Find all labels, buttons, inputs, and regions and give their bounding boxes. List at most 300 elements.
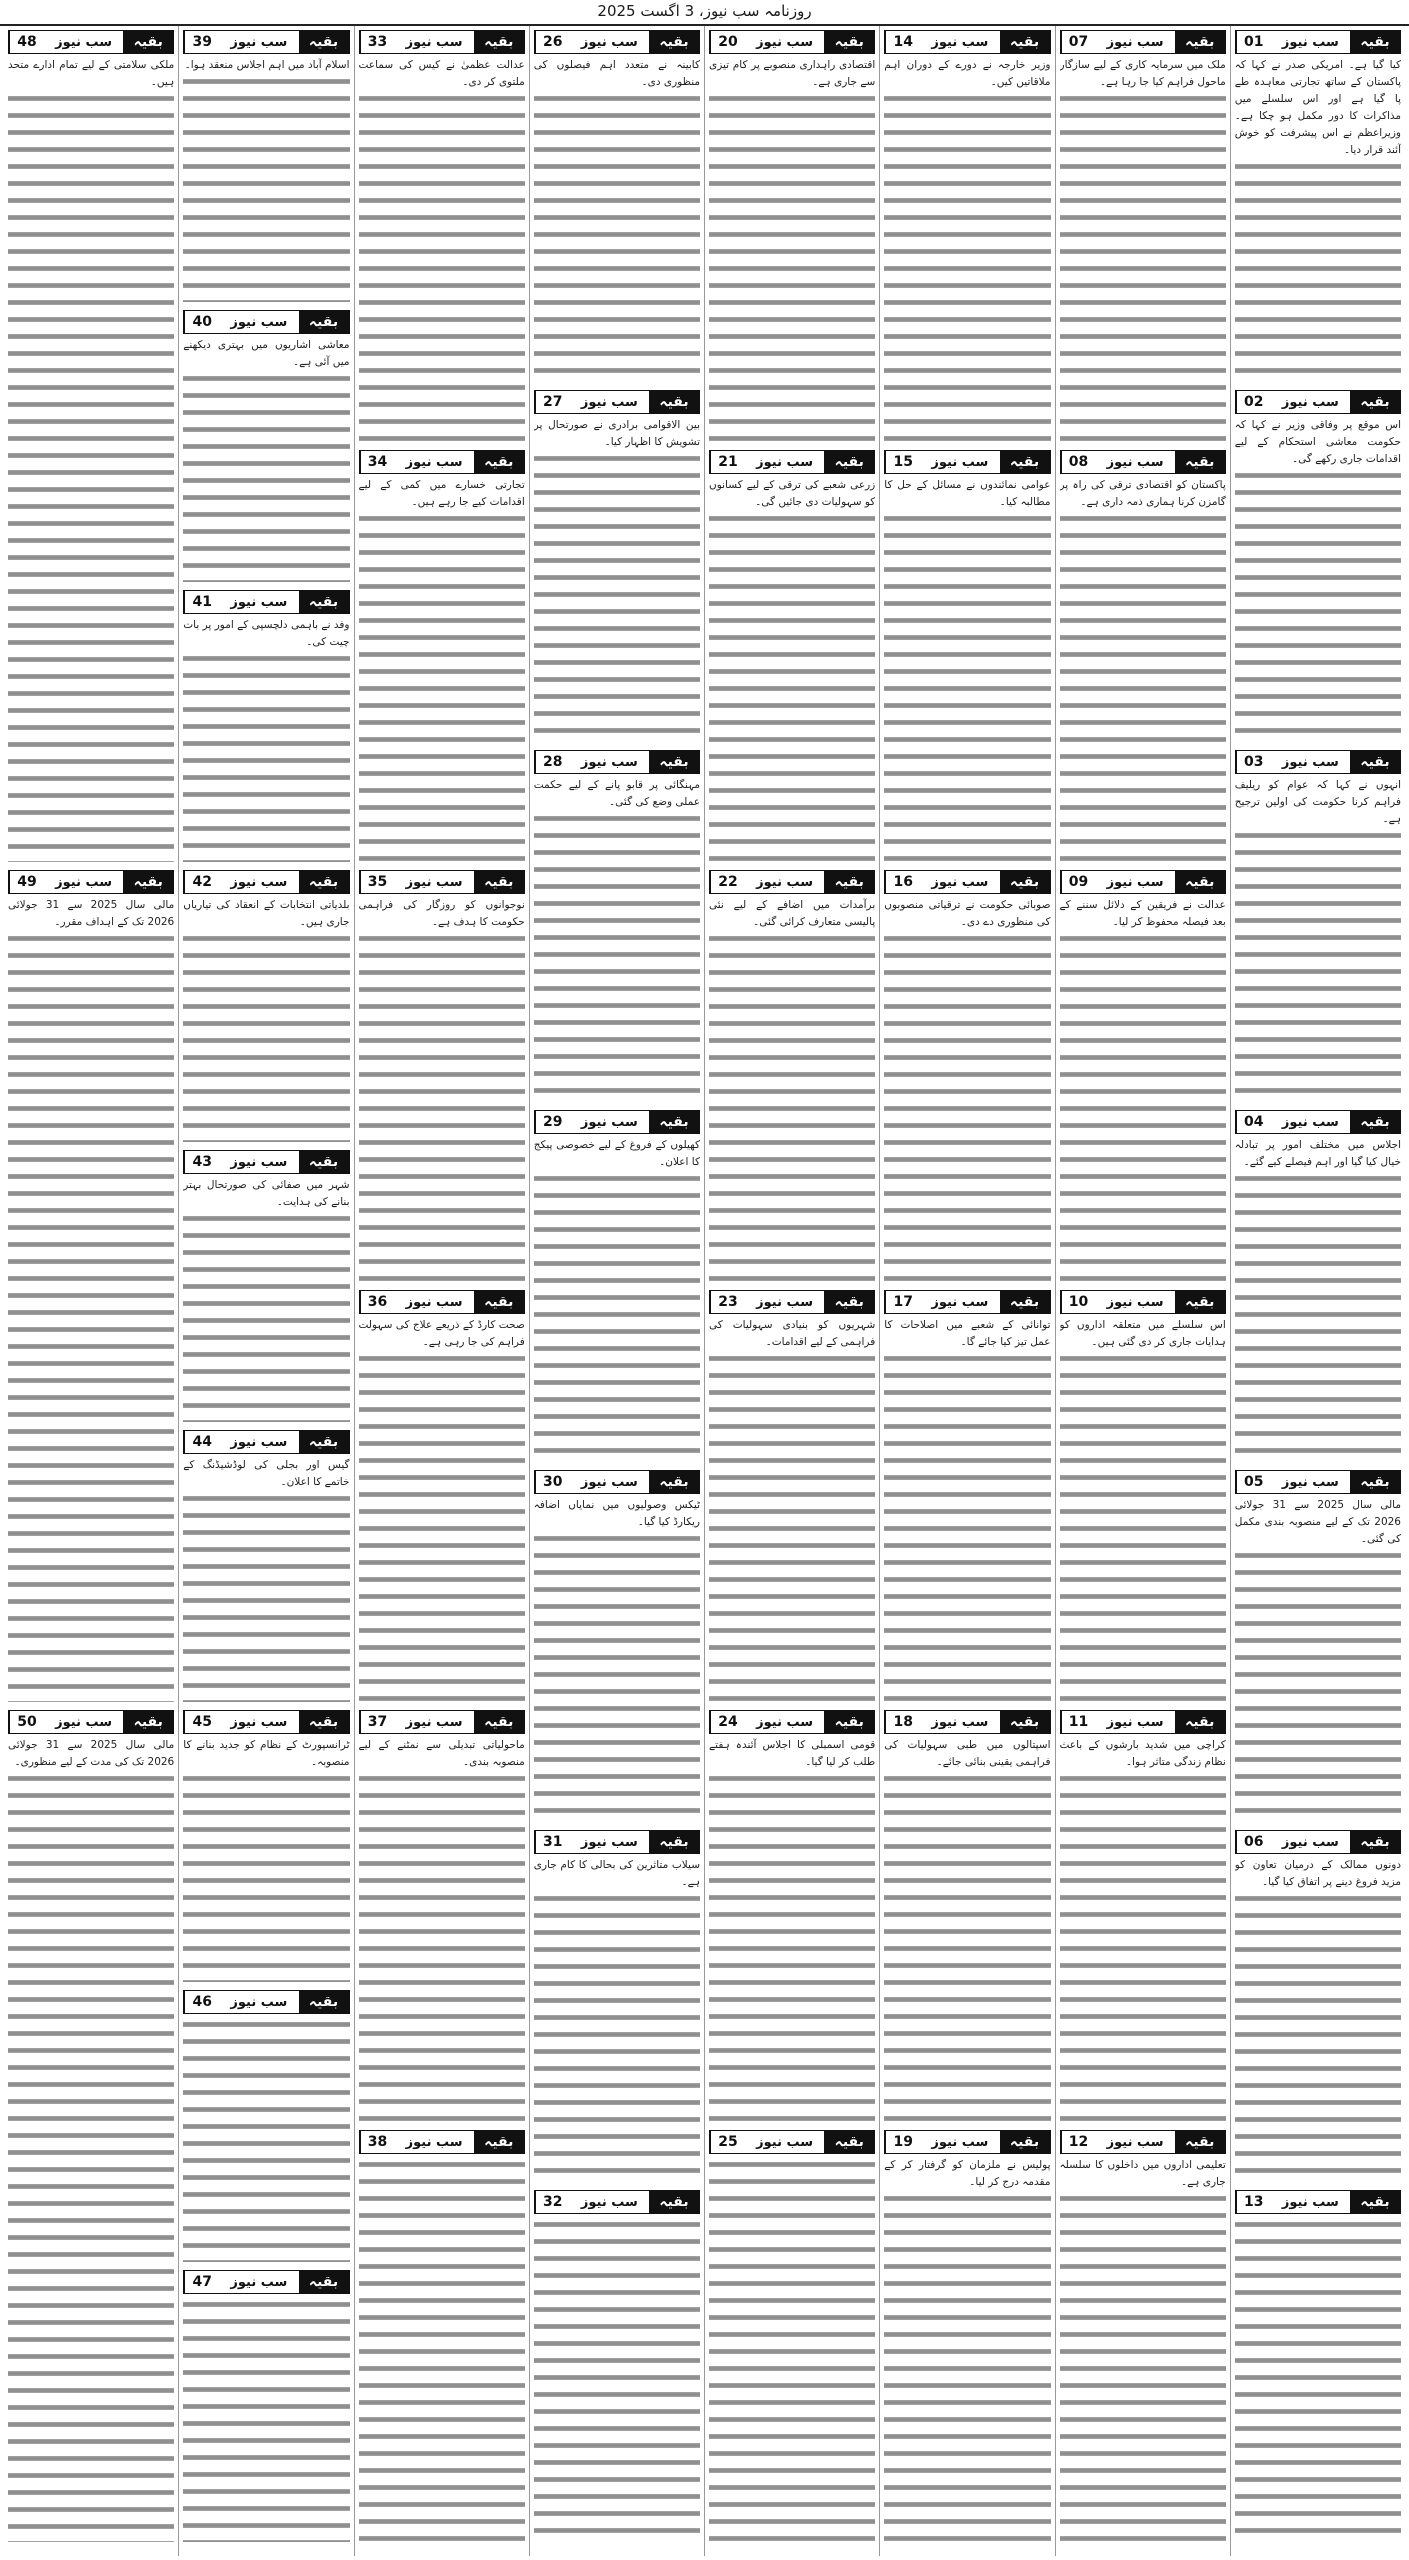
baqiya-tag: بقیہ <box>1000 31 1050 53</box>
text-lines <box>183 371 349 582</box>
baqiya-tag: بقیہ <box>1175 1291 1225 1313</box>
continuation-header <box>884 1710 1050 1734</box>
continuation-number: 47 <box>184 2271 219 2293</box>
article-text: بلدیاتی انتخابات کے انعقاد کی تیاریاں جاری ہیں۔ <box>183 897 349 931</box>
article-text: عوامی نمائندوں نے مسائل کے حل کا مطالبہ کیا۔ <box>884 477 1050 511</box>
continuation-header <box>183 870 349 894</box>
continuation-block <box>534 746 700 1102</box>
baqiya-tag: بقیہ <box>299 591 349 613</box>
text-lines <box>884 91 1050 442</box>
brand-label: سب نیوز <box>745 871 824 893</box>
continuation-block <box>1060 2126 1226 2542</box>
brand-label: سب نیوز <box>395 31 474 53</box>
continuation-block <box>709 446 875 862</box>
continuation-number: 13 <box>1236 2191 1271 2213</box>
baqiya-tag: بقیہ <box>649 2191 699 2213</box>
brand-label: سب نیوز <box>219 31 298 53</box>
article-text: زرعی شعبے کی ترقی کے لیے کسانوں کو سہولیات دی جائیں گی۔ <box>709 477 875 511</box>
continuation-header <box>359 30 525 54</box>
continuation-number: 24 <box>710 1711 745 1733</box>
baqiya-tag: بقیہ <box>299 1711 349 1733</box>
article-text: مالی سال 2025 سے 31 جولائی 2026 تک کے لیے منصوبہ بندی مکمل کی گئی۔ <box>1235 1497 1401 1548</box>
continuation-header <box>884 870 1050 894</box>
baqiya-tag: بقیہ <box>1175 1711 1225 1733</box>
news-column <box>4 26 178 2556</box>
continuation-header <box>1235 1470 1401 1494</box>
article-text: کراچی میں شدید بارشوں کے باعث نظام زندگی متاثر ہوا۔ <box>1060 1737 1226 1771</box>
baqiya-tag: بقیہ <box>474 451 524 473</box>
brand-label: سب نیوز <box>570 751 649 773</box>
continuation-block <box>534 1826 700 2182</box>
continuation-block <box>534 1466 700 1822</box>
continuation-header <box>884 450 1050 474</box>
continuation-number: 18 <box>885 1711 920 1733</box>
continuation-number: 30 <box>535 1471 570 1493</box>
baqiya-tag: بقیہ <box>474 1291 524 1313</box>
text-lines <box>183 2297 349 2542</box>
continuation-header <box>534 2190 700 2214</box>
brand-label: سب نیوز <box>920 1711 999 1733</box>
masthead-title: روزنامہ سب نیوز، 3 اگست 2025 <box>597 2 812 20</box>
continuation-number: 46 <box>184 1991 219 2013</box>
article-text: عدالت نے فریقین کے دلائل سننے کے بعد فیصلہ محفوظ کر لیا۔ <box>1060 897 1226 931</box>
continuation-block <box>183 306 349 582</box>
text-lines <box>8 931 174 1702</box>
continuation-header <box>8 870 174 894</box>
continuation-block <box>359 1706 525 2122</box>
brand-label: سب نیوز <box>44 1711 123 1733</box>
continuation-block <box>884 26 1050 442</box>
brand-label: سب نیوز <box>1096 1711 1175 1733</box>
continuation-header <box>8 1710 174 1734</box>
article-text: صحت کارڈ کے ذریعے علاج کی سہولت فراہم کی جا رہی ہے۔ <box>359 1317 525 1351</box>
article-text: اس موقع پر وفاقی وزیر نے کہا کہ حکومت معاشی استحکام کے لیے اقدامات جاری رکھے گی۔ <box>1235 417 1401 468</box>
continuation-block <box>884 1286 1050 1702</box>
brand-label: سب نیوز <box>219 1431 298 1453</box>
continuation-header <box>534 1470 700 1494</box>
baqiya-tag: بقیہ <box>1175 451 1225 473</box>
baqiya-tag: بقیہ <box>1350 1111 1400 1133</box>
continuation-header <box>183 310 349 334</box>
continuation-block <box>1060 1286 1226 1702</box>
continuation-header <box>1060 450 1226 474</box>
continuation-header <box>534 390 700 414</box>
continuation-number: 39 <box>184 31 219 53</box>
continuation-block <box>884 1706 1050 2122</box>
baqiya-tag: بقیہ <box>1175 871 1225 893</box>
continuation-header <box>709 1710 875 1734</box>
continuation-number: 41 <box>184 591 219 613</box>
baqiya-tag: بقیہ <box>824 1711 874 1733</box>
continuation-header <box>534 30 700 54</box>
text-lines <box>1235 828 1401 1102</box>
text-lines <box>8 91 174 862</box>
brand-label: سب نیوز <box>44 31 123 53</box>
continuation-number: 15 <box>885 451 920 473</box>
continuation-number: 12 <box>1061 2131 1096 2153</box>
baqiya-tag: بقیہ <box>649 1831 699 1853</box>
continuation-number: 25 <box>710 2131 745 2153</box>
article-text: تجارتی خسارے میں کمی کے لیے اقدامات کیے جا رہے ہیں۔ <box>359 477 525 511</box>
brand-label: سب نیوز <box>219 1151 298 1173</box>
continuation-block <box>183 1426 349 1702</box>
continuation-number: 10 <box>1061 1291 1096 1313</box>
text-lines <box>1235 1891 1401 2182</box>
continuation-header <box>1060 870 1226 894</box>
brand-label: سب نیوز <box>920 1291 999 1313</box>
news-column <box>704 26 879 2556</box>
continuation-block <box>709 26 875 442</box>
continuation-header <box>1060 2130 1226 2154</box>
continuation-number: 26 <box>535 31 570 53</box>
baqiya-tag: بقیہ <box>299 1151 349 1173</box>
text-lines <box>884 511 1050 862</box>
continuation-block <box>8 1706 174 2542</box>
continuation-number: 11 <box>1061 1711 1096 1733</box>
continuation-block <box>1060 1706 1226 2122</box>
continuation-block <box>183 1986 349 2262</box>
text-lines <box>1060 2191 1226 2542</box>
article-text: انہوں نے کہا کہ عوام کو ریلیف فراہم کرنا حکومت کی اولین ترجیح ہے۔ <box>1235 777 1401 828</box>
brand-label: سب نیوز <box>1096 871 1175 893</box>
baqiya-tag: بقیہ <box>1350 1831 1400 1853</box>
brand-label: سب نیوز <box>570 2191 649 2213</box>
brand-label: سب نیوز <box>44 871 123 893</box>
article-text: اسپتالوں میں طبی سہولیات کی فراہمی یقینی بنائی جائے۔ <box>884 1737 1050 1771</box>
news-column <box>879 26 1054 2556</box>
continuation-number: 40 <box>184 311 219 333</box>
continuation-block <box>884 866 1050 1282</box>
article-text: اسلام آباد میں اہم اجلاس منعقد ہوا۔ <box>183 57 349 74</box>
baqiya-tag: بقیہ <box>1350 31 1400 53</box>
continuation-block <box>534 1106 700 1462</box>
continuation-block <box>183 866 349 1142</box>
baqiya-tag: بقیہ <box>474 31 524 53</box>
brand-label: سب نیوز <box>395 1291 474 1313</box>
article-text: ٹرانسپورٹ کے نظام کو جدید بنانے کا منصوبہ۔ <box>183 1737 349 1771</box>
baqiya-tag: بقیہ <box>299 31 349 53</box>
continuation-header <box>359 1710 525 1734</box>
continuation-number: 48 <box>9 31 44 53</box>
continuation-number: 08 <box>1061 451 1096 473</box>
baqiya-tag: بقیہ <box>474 1711 524 1733</box>
brand-label: سب نیوز <box>219 591 298 613</box>
text-lines <box>709 2157 875 2542</box>
baqiya-tag: بقیہ <box>649 1471 699 1493</box>
continuation-block <box>359 1286 525 1702</box>
baqiya-tag: بقیہ <box>1000 1711 1050 1733</box>
baqiya-tag: بقیہ <box>649 751 699 773</box>
baqiya-tag: بقیہ <box>299 1431 349 1453</box>
continuation-block <box>1060 866 1226 1282</box>
continuation-block <box>534 26 700 382</box>
continuation-number: 01 <box>1236 31 1271 53</box>
continuation-block <box>884 446 1050 862</box>
continuation-header <box>709 2130 875 2154</box>
continuation-header <box>709 30 875 54</box>
continuation-number: 29 <box>535 1111 570 1133</box>
text-lines <box>709 1771 875 2122</box>
continuation-block <box>1060 26 1226 442</box>
continuation-header <box>183 1430 349 1454</box>
continuation-number: 35 <box>360 871 395 893</box>
article-text: توانائی کے شعبے میں اصلاحات کا عمل تیز کیا جائے گا۔ <box>884 1317 1050 1351</box>
continuation-number: 49 <box>9 871 44 893</box>
text-lines <box>709 511 875 862</box>
continuation-header <box>534 1830 700 1854</box>
continuation-header <box>1235 750 1401 774</box>
continuation-block <box>1235 26 1401 382</box>
baqiya-tag: بقیہ <box>1000 2131 1050 2153</box>
continuation-number: 17 <box>885 1291 920 1313</box>
baqiya-tag: بقیہ <box>824 2131 874 2153</box>
continuation-number: 31 <box>535 1831 570 1853</box>
brand-label: سب نیوز <box>219 2271 298 2293</box>
continuation-header <box>884 1290 1050 1314</box>
brand-label: سب نیوز <box>1096 451 1175 473</box>
article-text: ملک میں سرمایہ کاری کے لیے سازگار ماحول فراہم کیا جا رہا ہے۔ <box>1060 57 1226 91</box>
continuation-block <box>183 586 349 862</box>
text-lines <box>359 91 525 442</box>
article-text: اس سلسلے میں متعلقہ اداروں کو ہدایات جاری کر دی گئی ہیں۔ <box>1060 1317 1226 1351</box>
brand-label: سب نیوز <box>395 1711 474 1733</box>
continuation-header <box>709 450 875 474</box>
brand-label: سب نیوز <box>219 1711 298 1733</box>
continuation-header <box>183 2270 349 2294</box>
continuation-number: 50 <box>9 1711 44 1733</box>
continuation-block <box>183 26 349 302</box>
brand-label: سب نیوز <box>920 871 999 893</box>
brand-label: سب نیوز <box>570 1471 649 1493</box>
article-text: صوبائی حکومت نے ترقیاتی منصوبوں کی منظوری دے دی۔ <box>884 897 1050 931</box>
text-lines <box>709 1351 875 1702</box>
article-text: کھیلوں کے فروغ کے لیے خصوصی پیکج کا اعلان۔ <box>534 1137 700 1171</box>
continuation-block <box>709 1706 875 2122</box>
text-lines <box>884 931 1050 1282</box>
continuation-block <box>8 26 174 862</box>
continuation-header <box>359 450 525 474</box>
baqiya-tag: بقیہ <box>1350 751 1400 773</box>
text-lines <box>884 2191 1050 2542</box>
article-text: اجلاس میں مختلف امور پر تبادلہ خیال کیا گیا اور اہم فیصلے کیے گئے۔ <box>1235 1137 1401 1171</box>
text-lines <box>534 1531 700 1822</box>
continuation-header <box>1235 1830 1401 1854</box>
text-lines <box>709 931 875 1282</box>
article-text: مالی سال 2025 سے 31 جولائی 2026 تک کے اہداف مقرر۔ <box>8 897 174 931</box>
baqiya-tag: بقیہ <box>824 451 874 473</box>
article-text: سیلاب متاثرین کی بحالی کا کام جاری ہے۔ <box>534 1857 700 1891</box>
continuation-number: 07 <box>1061 31 1096 53</box>
continuation-number: 28 <box>535 751 570 773</box>
continuation-number: 06 <box>1236 1831 1271 1853</box>
baqiya-tag: بقیہ <box>123 1711 173 1733</box>
text-lines <box>1235 1548 1401 1822</box>
article-text: اقتصادی راہداری منصوبے پر کام تیزی سے جاری ہے۔ <box>709 57 875 91</box>
continuation-header <box>1235 30 1401 54</box>
brand-label: سب نیوز <box>920 2131 999 2153</box>
text-lines <box>1060 91 1226 442</box>
continuation-header <box>359 870 525 894</box>
article-text: قومی اسمبلی کا اجلاس آئندہ ہفتے طلب کر لیا گیا۔ <box>709 1737 875 1771</box>
brand-label: سب نیوز <box>745 1711 824 1733</box>
text-lines <box>1235 1171 1401 1462</box>
continuation-number: 32 <box>535 2191 570 2213</box>
continuation-header <box>183 590 349 614</box>
text-lines <box>8 1771 174 2542</box>
text-lines <box>534 451 700 742</box>
continuation-number: 34 <box>360 451 395 473</box>
text-lines <box>1060 1351 1226 1702</box>
continuation-header <box>1060 30 1226 54</box>
brand-label: سب نیوز <box>1271 1471 1350 1493</box>
text-lines <box>183 651 349 862</box>
continuation-block <box>183 1146 349 1422</box>
continuation-number: 42 <box>184 871 219 893</box>
news-column <box>178 26 353 2556</box>
brand-label: سب نیوز <box>1271 391 1350 413</box>
continuation-number: 22 <box>710 871 745 893</box>
columns-container <box>4 26 1405 2556</box>
brand-label: سب نیوز <box>570 1831 649 1853</box>
brand-label: سب نیوز <box>570 1111 649 1133</box>
article-text: تعلیمی اداروں میں داخلوں کا سلسلہ جاری ہے۔ <box>1060 2157 1226 2191</box>
continuation-number: 19 <box>885 2131 920 2153</box>
continuation-number: 43 <box>184 1151 219 1173</box>
text-lines <box>534 1891 700 2182</box>
continuation-number: 14 <box>885 31 920 53</box>
article-text: ماحولیاتی تبدیلی سے نمٹنے کے لیے منصوبہ بندی۔ <box>359 1737 525 1771</box>
news-column <box>1055 26 1230 2556</box>
text-lines <box>1060 931 1226 1282</box>
article-text: کیا گیا ہے۔ امریکی صدر نے کہا کہ پاکستان کے ساتھ تجارتی معاہدہ طے پا گیا ہے اور اس سلسلے میں مذاکرات کا دور مکمل ہو چکا ہے۔ وزیراعظم نے اس پیشرفت کو خوش آئند قرار دیا۔ <box>1235 57 1401 159</box>
article-text: معاشی اشاریوں میں بہتری دیکھنے میں آئی ہے۔ <box>183 337 349 371</box>
continuation-number: 27 <box>535 391 570 413</box>
continuation-header <box>1060 1710 1226 1734</box>
continuation-number: 05 <box>1236 1471 1271 1493</box>
baqiya-tag: بقیہ <box>1350 391 1400 413</box>
brand-label: سب نیوز <box>219 871 298 893</box>
brand-label: سب نیوز <box>395 871 474 893</box>
continuation-number: 20 <box>710 31 745 53</box>
continuation-header <box>1235 1110 1401 1134</box>
news-column <box>354 26 529 2556</box>
continuation-block <box>8 866 174 1702</box>
text-lines <box>359 931 525 1282</box>
continuation-number: 04 <box>1236 1111 1271 1133</box>
article-text: گیس اور بجلی کی لوڈشیڈنگ کے خاتمے کا اعلان۔ <box>183 1457 349 1491</box>
continuation-header <box>1235 390 1401 414</box>
article-text: پاکستان کو اقتصادی ترقی کی راہ پر گامزن کرنا ہماری ذمہ داری ہے۔ <box>1060 477 1226 511</box>
continuation-block <box>534 386 700 742</box>
continuation-header <box>183 1150 349 1174</box>
continuation-block <box>359 446 525 862</box>
article-text: شہر میں صفائی کی صورتحال بہتر بنانے کی ہدایت۔ <box>183 1177 349 1211</box>
news-column <box>1230 26 1405 2556</box>
baqiya-tag: بقیہ <box>649 31 699 53</box>
brand-label: سب نیوز <box>219 311 298 333</box>
continuation-number: 36 <box>360 1291 395 1313</box>
continuation-block <box>709 2126 875 2542</box>
article-text: بین الاقوامی برادری نے صورتحال پر تشویش کا اظہار کیا۔ <box>534 417 700 451</box>
continuation-block <box>1235 1466 1401 1822</box>
text-lines <box>534 91 700 382</box>
baqiya-tag: بقیہ <box>1350 2191 1400 2213</box>
continuation-header <box>359 2130 525 2154</box>
brand-label: سب نیوز <box>745 31 824 53</box>
continuation-block <box>534 2186 700 2542</box>
continuation-number: 09 <box>1061 871 1096 893</box>
brand-label: سب نیوز <box>745 451 824 473</box>
baqiya-tag: بقیہ <box>1000 1291 1050 1313</box>
text-lines <box>884 1351 1050 1702</box>
brand-label: سب نیوز <box>570 31 649 53</box>
baqiya-tag: بقیہ <box>474 871 524 893</box>
continuation-number: 02 <box>1236 391 1271 413</box>
text-lines <box>359 1351 525 1702</box>
continuation-header <box>534 1110 700 1134</box>
baqiya-tag: بقیہ <box>1350 1471 1400 1493</box>
baqiya-tag: بقیہ <box>123 871 173 893</box>
text-lines <box>359 1771 525 2122</box>
continuation-block <box>1060 446 1226 862</box>
baqiya-tag: بقیہ <box>1000 451 1050 473</box>
brand-label: سب نیوز <box>1271 1111 1350 1133</box>
continuation-block <box>709 1286 875 1702</box>
brand-label: سب نیوز <box>395 2131 474 2153</box>
baqiya-tag: بقیہ <box>1175 31 1225 53</box>
continuation-block <box>359 866 525 1282</box>
text-lines <box>534 1171 700 1462</box>
text-lines <box>709 91 875 442</box>
baqiya-tag: بقیہ <box>299 2271 349 2293</box>
baqiya-tag: بقیہ <box>299 871 349 893</box>
continuation-block <box>1235 1106 1401 1462</box>
text-lines <box>183 74 349 302</box>
article-text: دونوں ممالک کے درمیان تعاون کو مزید فروغ دینے پر اتفاق کیا گیا۔ <box>1235 1857 1401 1891</box>
article-text: مہنگائی پر قابو پانے کے لیے حکمت عملی وضع کی گئی۔ <box>534 777 700 811</box>
text-lines <box>183 931 349 1142</box>
masthead <box>0 0 1409 26</box>
continuation-header <box>359 1290 525 1314</box>
continuation-header <box>534 750 700 774</box>
article-text: وزیر خارجہ نے دورے کے دوران اہم ملاقاتیں کیں۔ <box>884 57 1050 91</box>
brand-label: سب نیوز <box>570 391 649 413</box>
article-text: شہریوں کو بنیادی سہولیات کی فراہمی کے لیے اقدامات۔ <box>709 1317 875 1351</box>
text-lines <box>1235 159 1401 382</box>
brand-label: سب نیوز <box>1271 31 1350 53</box>
continuation-block <box>1235 746 1401 1102</box>
text-lines <box>534 2217 700 2542</box>
continuation-block <box>1235 386 1401 742</box>
continuation-number: 44 <box>184 1431 219 1453</box>
continuation-header <box>8 30 174 54</box>
article-text: ملکی سلامتی کے لیے تمام ادارے متحد ہیں۔ <box>8 57 174 91</box>
continuation-header <box>709 870 875 894</box>
baqiya-tag: بقیہ <box>123 31 173 53</box>
continuation-number: 03 <box>1236 751 1271 773</box>
continuation-number: 21 <box>710 451 745 473</box>
continuation-block <box>183 2266 349 2542</box>
brand-label: سب نیوز <box>920 451 999 473</box>
continuation-block <box>359 2126 525 2542</box>
continuation-block <box>1235 2186 1401 2542</box>
text-lines <box>359 2157 525 2542</box>
brand-label: سب نیوز <box>920 31 999 53</box>
baqiya-tag: بقیہ <box>474 2131 524 2153</box>
continuation-number: 33 <box>360 31 395 53</box>
brand-label: سب نیوز <box>745 2131 824 2153</box>
continuation-block <box>183 1706 349 1982</box>
